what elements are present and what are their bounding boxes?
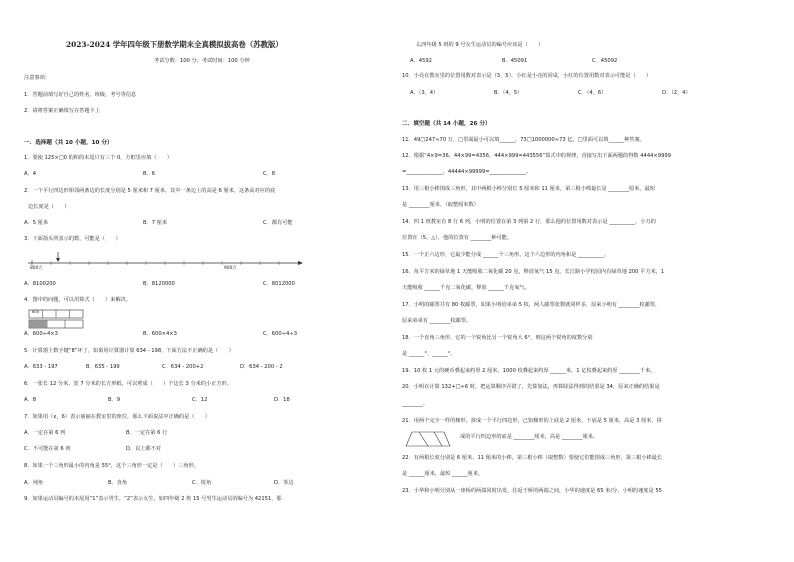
q9-option-c: C．45092 [592,58,618,64]
q7-option-a: A．一定在第 6 列 [24,430,66,436]
question-11: 11．49□247≈70 万，□里面最小可以填______，73□1000000≈73 亿，□里面可以填______种答案。 [402,137,645,143]
question-17-line-2: 原来弟弟有 ________枚邮票。 [402,318,472,324]
question-2-line-2: 边长度是（ ） [28,204,70,210]
q7-option-b: B．一定在第 6 行 [126,430,168,436]
q9-option-b: B．45091 [502,58,528,64]
bar-model-label: 600 [32,309,40,314]
question-15: 15．一个正六边形，它最少能分成 ______个三角形，这个六边形的内角和是 __________。 [402,252,610,258]
paper-title: 2023-2024 学年四年级下册数学期末全真模拟拔高卷（苏教版） [66,40,283,49]
question-3: 3．下面箭头所表示的数，可能是（ ） [24,236,121,242]
q8-option-c: C．锐角 [192,480,212,486]
question-2-line-1: 2．一个平行四边形相邻两条边的长度分别是 5 厘米和 7 厘米，其中一条边上的高是 6 厘米，这条高对应的底 [24,188,276,194]
question-21-line-1: 21．用两个完全一样的梯形，拼成一个平行四边形，已知梯形的上底是 2 厘米，下底是 5 厘米，高是 3 厘米，拼 [402,418,662,424]
q1-option-b: B．6 [143,171,156,177]
trapezoid-figure [404,430,454,448]
question-22-line-2: 是 ______厘米，最短 ______厘米。 [402,471,484,477]
question-14-line-1: 14．四 1 班教室有 8 行 6 列，小明的位置在第 3 列第 2 行，那么他的位置用数对表示是 __________，小力的 [402,219,656,225]
q8-option-d: D．等边 [274,480,294,486]
q6-option-d: D．18 [274,397,290,403]
q5-option-c: C．634 - 200+2 [162,364,204,370]
q9-option-a: A．4592 [410,58,432,64]
question-16-line-1: 16．每平方米的绿草地 1 天能吸收二氧化碳 20 克，释放氧气 15 克。长江路小学校园内有绿草地 200 平方米，1 [402,269,665,275]
q5-option-d: D．634 - 200 - 2 [240,364,283,370]
question-1: 1．要使 125×□0 的积的末尾只有三个 0，方框里应填（ ） [24,155,173,161]
q10-option-b: B．（4，5） [494,90,523,96]
question-21-line-2: 成的平行四边形的底是 ________厘米，高是 ________厘米。 [460,434,599,440]
question-17-line-1: 17．小明的邮票共有 80 枚邮票，如果小明给弟弟 5 枚，两人邮票张数就同样多，原来小明有 ________枚邮票， [402,302,661,308]
question-16-line-2: 天能吸收 ______千克二氧化碳，释放 ______千克氧气。 [402,285,530,291]
axis-label-left: 800万 [30,266,43,271]
q4-option-a: A．600÷4×3 [24,331,58,337]
question-4: 4．图中的问题，可以用算式（ ）来解决。 [24,297,132,303]
question-22-line-1: 22．有两根长度分别是 6 厘米、11 厘米的小棒，第三根小棒（取整数）要使它们能围成三角形，第三根小棒最长 [402,455,663,461]
q8-option-b: B．直角 [108,480,128,486]
question-10: 10．小亮在教室里的位置用数对表示是（3，5），小红是小亮的同桌，小红的位置用数对表示可能是（ ） [402,73,652,79]
question-12-line-1: 12．根据“4×9=36，44×99=4356，444×999=443556”算式中的规律，直接写出下面两题的得数 4444×9999 [402,153,671,159]
q6-option-a: A．8 [24,397,37,403]
q6-option-c: C．12 [192,397,208,403]
question-20-line-2: ________。 [402,401,428,407]
q1-option-c: C．8 [263,171,276,177]
question-13-line-2: 是 ________厘米。（取整厘米数） [402,202,479,208]
q2-option-a: A．5 厘米 [24,220,49,226]
question-20-line-1: 20．小明在计算 132+□÷6 时，把运算顺序弄错了，先算加法，再算除法得到的结果是 34，原来正确的结果是 [402,384,660,390]
question-9-line-2: 么四年级 5 班的 9 号女生运动员的编号应该是（ ） [416,42,544,48]
q10-option-a: A．（3，4） [410,90,439,96]
question-12-line-2: =______________，44444×99999=______________。 [402,169,532,175]
question-7: 7．如果用（x，6）表示丽丽在教室里的座位，那么下面说法中正确的是（ ） [24,414,211,420]
q10-option-d: D．（2，4） [662,90,691,96]
section-1-title: 一．选择题（共 10 小题，10 分） [24,140,113,146]
axis-label-right: 900万 [224,266,237,271]
question-9-line-1: 9．如果运动员编号的末尾用“1”表示男生，“2”表示女生，如四年级 2 班 15 号男生运动员的编号为 42151，那 [24,496,282,502]
section-2-title: 二．填空题（共 14 小题，26 分） [402,121,491,127]
q3-option-b: B．8120000 [143,281,175,287]
question-18-line-1: 18．一个直角三角形，它的一个锐角比另一个锐角大 6°，则这两个锐角的度数分别 [402,335,593,341]
question-8: 8．如果一个三角形最小的内角是 55°，这个三角形一定是（ ）三角形。 [24,463,199,469]
q8-option-a: A．钝角 [24,480,44,486]
q2-option-c: C．都有可能 [263,220,293,226]
q5-option-b: B．635 - 199 [86,364,120,370]
question-13-line-1: 13．用三根小棒围成三角形，其中两根小棒分别长 5 厘米和 11 厘米，第三根小棒最长是 ________厘米，最短 [402,186,655,192]
question-19: 19．10 枚 1 元的硬币叠起来约厚 2 厘米，1000 枚叠起来约厚 ______米，1 亿枚叠起来约厚 ________千米。 [402,368,656,374]
q5-option-a: A．633 - 197 [24,364,58,370]
question-5: 5．计算器上数字键“8”坏了，如果用计算器计算 634 - 198，下面方法不正确的是（ ） [24,348,234,354]
q7-option-d: D．以上都不对 [126,446,162,452]
number-line-figure [28,251,308,275]
exam-info: 考试分数：100 分；考试时间：100 分钟 [154,58,250,64]
note-2: 2．请将答案正确填写在答题卡上 [24,108,100,114]
q1-option-a: A．4 [24,171,37,177]
q7-option-c: C．不可能在第 6 列 [24,446,71,452]
question-14-line-2: 位置在（5，△），他的位置有 ________种可能。 [402,235,513,241]
question-23: 23．小华和小明分别从一座桥的两端同时出发，往返于桥的两端之间，小华的速度是 65 米/分，小明的速度是 55 [402,488,662,494]
question-6: 6．一张长 12 分米、宽 7 分米的长方形纸，可以剪成（ ）个边长 3 分米的小正方形。 [24,381,232,387]
q10-option-c: C．（4，6） [578,90,607,96]
q3-option-c: C．8012000 [263,281,295,287]
notes-heading: 注意事项： [24,75,50,81]
q6-option-b: B．9 [108,397,121,403]
q3-option-a: A．8100200 [24,281,56,287]
q2-option-b: B．7 厘米 [143,220,168,226]
note-1: 1．答题前填写好自己的姓名、班级、考号等信息 [24,92,137,98]
question-18-line-2: 是 ______°、______°。 [402,351,456,357]
q4-option-b: B．600×4×3 [143,331,177,337]
q4-option-c: C．600÷4÷3 [263,331,298,337]
